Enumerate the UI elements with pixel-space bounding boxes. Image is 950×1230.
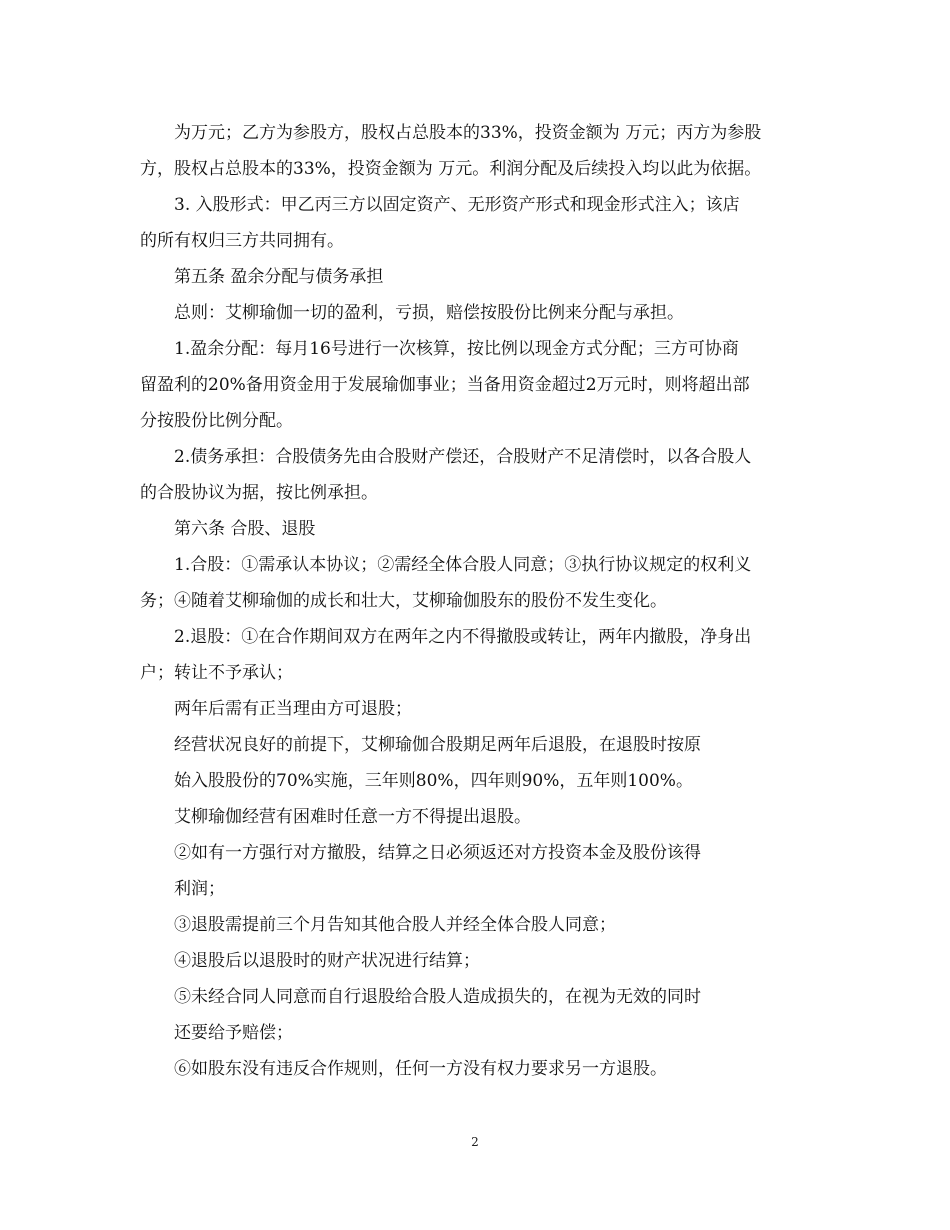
text-line: 还要给予赔偿；: [174, 1023, 293, 1043]
text-line: 为万元；乙方为参股方，股权占总股本的33%，投资金额为 万元；丙方为参股: [174, 123, 762, 143]
text-line: 1.合股：①需承认本协议；②需经全体合股人同意；③执行协议规定的权利义: [174, 555, 752, 575]
document-body: [140, 115, 815, 1087]
text-line: 总则：艾柳瑜伽一切的盈利，亏损，赔偿按股份比例来分配与承担。: [174, 303, 684, 323]
section-heading: 第六条 合股、退股: [174, 519, 316, 539]
text-line: 留盈利的20%备用资金用于发展瑜伽事业；当备用资金超过2万元时，则将超出部: [140, 375, 750, 395]
text-line: ④退股后以退股时的财产状况进行结算；: [174, 951, 480, 971]
text-line: ⑤未经合同人同意而自行退股给合股人造成损失的，在视为无效的同时: [174, 987, 701, 1007]
text-line: 的合股协议为据，按比例承担。: [140, 483, 378, 503]
text-line: 经营状况良好的前提下，艾柳瑜伽合股期足两年后退股，在退股时按原: [174, 735, 701, 755]
text-line: 户；转让不予承认；: [140, 663, 293, 683]
text-line: 方，股权占总股本的33%，投资金额为 万元。利润分配及后续投入均以此为依据。: [140, 159, 762, 179]
text-line: ⑥如股东没有违反合作规则，任何一方没有权力要求另一方退股。: [174, 1059, 667, 1079]
text-line: 两年后需有正当理由方可退股；: [174, 699, 412, 719]
text-line: ③退股需提前三个月告知其他合股人并经全体合股人同意；: [174, 915, 616, 935]
text-line: 务；④随着艾柳瑜伽的成长和壮大，艾柳瑜伽股东的股份不发生变化。: [140, 591, 667, 611]
text-line: 始入股股份的70%实施，三年则80%，四年则90%，五年则100%。: [174, 771, 693, 791]
text-line: 艾柳瑜伽经营有困难时任意一方不得提出退股。: [174, 807, 531, 827]
text-line: 2.债务承担：合股债务先由合股财产偿还，合股财产不足清偿时，以各合股人: [174, 447, 752, 467]
text-line: 2.退股：①在合作期间双方在两年之内不得撤股或转让，两年内撤股，净身出: [174, 627, 752, 647]
text-line: 利润；: [174, 879, 225, 899]
text-line: 分按股份比例分配。: [140, 411, 293, 431]
text-line: 1.盈余分配：每月16号进行一次核算，按比例以现金方式分配；三方可协商: [174, 339, 739, 359]
text-line: 3. 入股形式：甲乙丙三方以固定资产、无形资产形式和现金形式注入；该店: [174, 195, 740, 215]
text-line: ②如有一方强行对方撤股，结算之日必须返还对方投资本金及股份该得: [174, 843, 701, 863]
section-heading: 第五条 盈余分配与债务承担: [174, 267, 384, 287]
text-line: 的所有权归三方共同拥有。: [140, 231, 344, 251]
page-number: 2: [471, 1135, 479, 1149]
